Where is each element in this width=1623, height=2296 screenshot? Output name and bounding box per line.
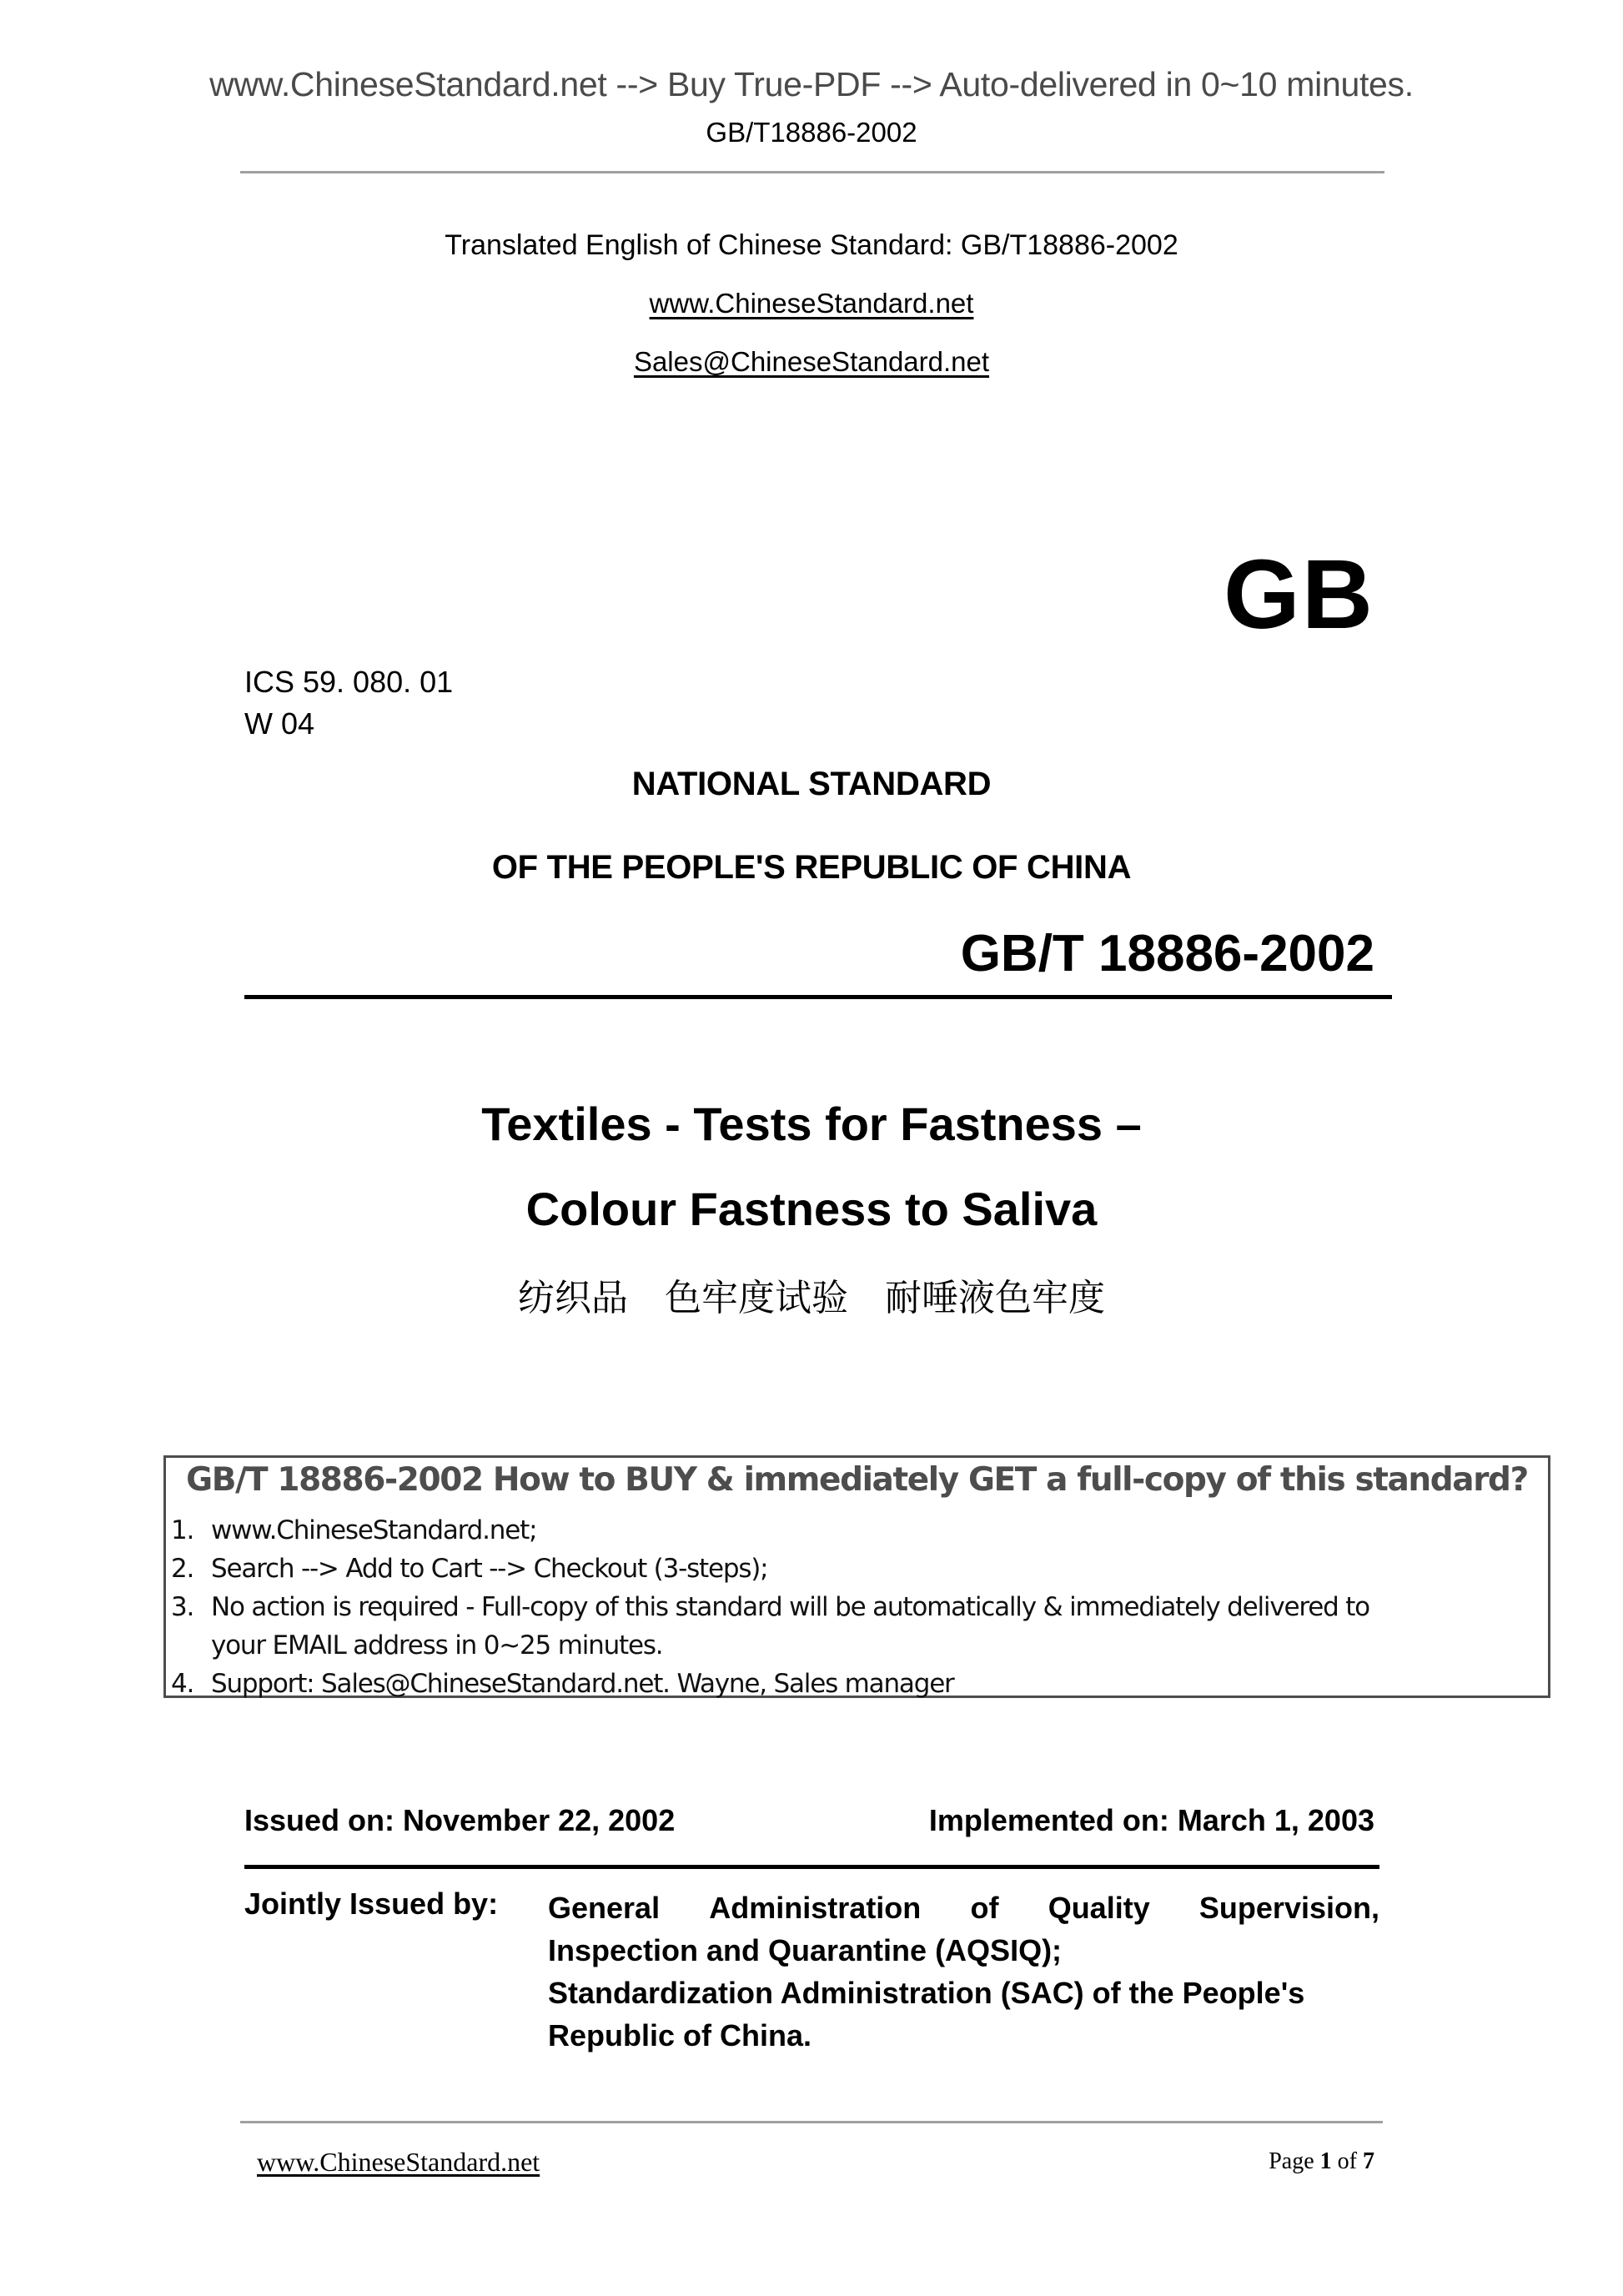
page-mid: of xyxy=(1331,2148,1363,2174)
buy-step-continuation xyxy=(171,1626,1540,1665)
step-number: 3. xyxy=(171,1592,194,1622)
footer-divider xyxy=(240,2121,1383,2123)
sales-link-row xyxy=(0,346,1623,378)
issuer-line-3: Standardization Administration (SAC) of the People's xyxy=(548,1976,1305,2010)
buy-step xyxy=(171,1588,1540,1626)
national-standard-heading: NATIONAL STANDARD xyxy=(631,766,992,802)
header-doc-code: GB/T18886-2002 xyxy=(706,117,917,148)
issuer-line-2: Inspection and Quarantine (AQSIQ); xyxy=(548,1933,1063,1967)
top-banner: www.ChineseStandard.net --> Buy True-PDF --> Auto-delivered in 0~10 minutes. xyxy=(209,65,1414,103)
issuance-rule xyxy=(244,1865,1379,1869)
buy-step xyxy=(171,1550,1540,1588)
step-number: 1. xyxy=(171,1515,194,1545)
step-text-continuation: your EMAIL address in 0~25 minutes. xyxy=(211,1630,663,1660)
issuer-word: Supervision, xyxy=(1198,1891,1379,1925)
step-text: Support: Sales@ChineseStandard.net. Wayne, Sales manager xyxy=(211,1669,954,1699)
page-current: 1 xyxy=(1319,2148,1332,2174)
page-indicator xyxy=(1269,2148,1374,2175)
page-total: 7 xyxy=(1363,2148,1374,2174)
step-text[interactable]: www.ChineseStandard.net; xyxy=(211,1515,537,1545)
chinese-title-part: 色牢度试验 xyxy=(665,1277,848,1319)
issuer-word: of xyxy=(970,1891,999,1925)
standard-number: GB/T 18886-2002 xyxy=(960,925,1374,982)
jointly-issued-label: Jointly Issued by: xyxy=(244,1887,499,1921)
page-prefix: Page xyxy=(1269,2148,1320,2174)
issuer-word: Quality xyxy=(1048,1891,1150,1925)
buy-step xyxy=(171,1665,1540,1703)
prc-heading: OF THE PEOPLE'S REPUBLIC OF CHINA xyxy=(491,849,1132,886)
standard-number-rule xyxy=(244,995,1392,999)
issuer-word: Administration xyxy=(709,1891,922,1925)
header-divider xyxy=(240,171,1384,173)
step-text: No action is required - Full-copy of this standard will be automatically & immediately delivered to xyxy=(211,1592,1369,1622)
buy-instructions-box xyxy=(163,1455,1550,1698)
issued-on: Issued on: November 22, 2002 xyxy=(244,1803,676,1837)
gb-logo: GB xyxy=(1224,540,1374,650)
buy-steps-list xyxy=(171,1511,1540,1703)
chinese-title-part: 耐唾液色牢度 xyxy=(885,1277,1105,1319)
implemented-on: Implemented on: March 1, 2003 xyxy=(928,1803,1374,1837)
issuing-bodies xyxy=(548,1887,1379,2057)
w-code: W 04 xyxy=(244,706,315,741)
buy-step xyxy=(171,1511,1540,1550)
site-link-row xyxy=(0,288,1623,319)
issuer-line-1 xyxy=(548,1887,1379,1929)
chinese-title xyxy=(0,1268,1623,1321)
chinese-title-part: 纺织品 xyxy=(518,1277,628,1319)
issuer-word: General xyxy=(548,1891,661,1925)
classification-codes xyxy=(244,661,453,745)
site-link[interactable]: www.ChineseStandard.net xyxy=(649,288,974,319)
step-text: Search --> Add to Cart --> Checkout (3-steps); xyxy=(211,1554,768,1584)
ics-code: ICS 59. 080. 01 xyxy=(244,665,454,699)
step-number: 4. xyxy=(171,1669,194,1699)
step-number: 2. xyxy=(171,1554,194,1584)
issuer-line-4: Republic of China. xyxy=(548,2018,812,2052)
footer-site-link[interactable]: www.ChineseStandard.net xyxy=(257,2147,540,2177)
buy-box-title: GB/T 18886-2002 How to BUY & immediately GET a full-copy of this standard? xyxy=(186,1461,1528,1499)
title-line-1: Textiles - Tests for Fastness – xyxy=(481,1098,1142,1150)
translated-line: Translated English of Chinese Standard: GB/T18886-2002 xyxy=(445,229,1178,261)
sales-email-link[interactable]: Sales@ChineseStandard.net xyxy=(633,346,990,377)
title-line-2: Colour Fastness to Saliva xyxy=(525,1183,1098,1235)
